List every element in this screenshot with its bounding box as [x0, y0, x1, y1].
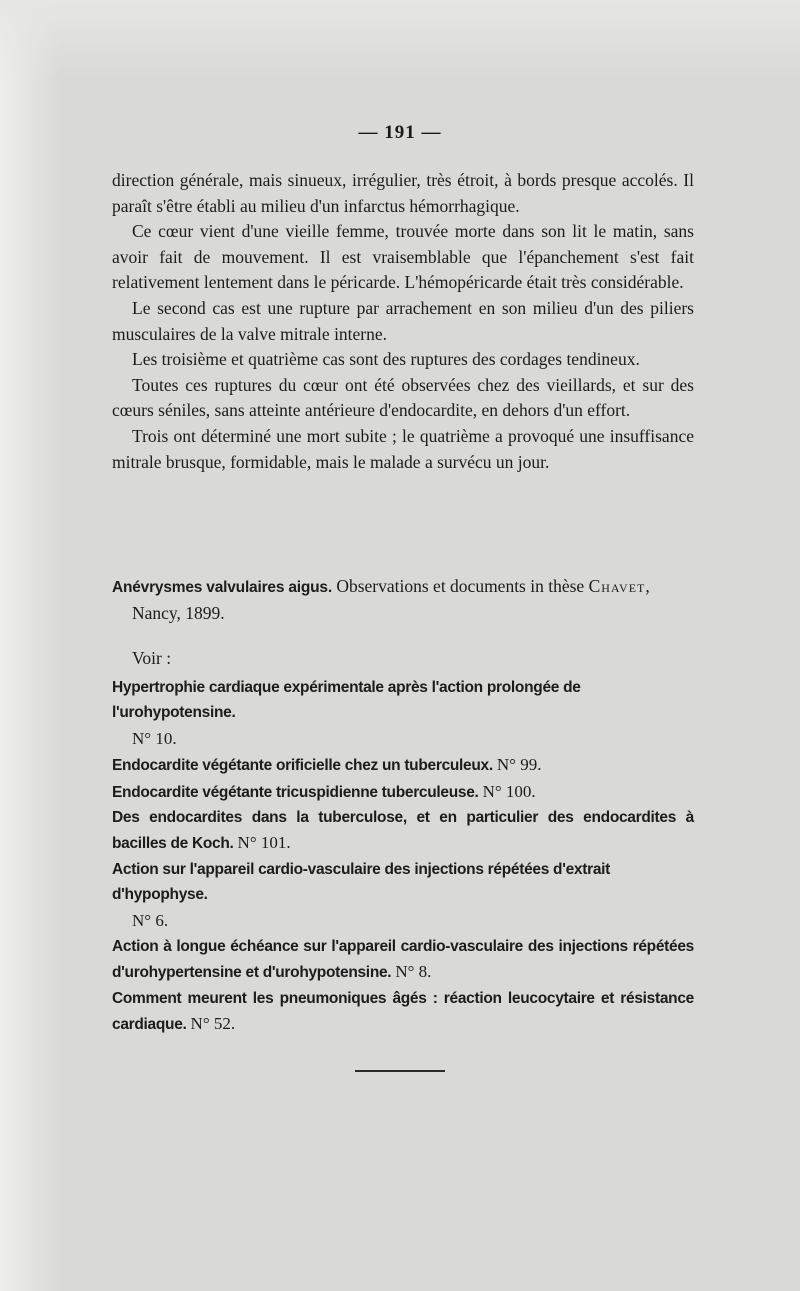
reference-list — [112, 675, 694, 1038]
page-top-shade — [0, 0, 800, 80]
reference-title: Des endocardites dans la tuberculose, et en particulier des endocardites à bacilles de Koch. — [112, 809, 694, 853]
reference-number: N° 8. — [395, 962, 432, 982]
author-name: Chavet — [588, 576, 646, 596]
reference-title: Comment meurent les pneumoniques âgés : réaction leucocytaire et résistance cardiaque. — [112, 989, 694, 1034]
page-number: — 191 — — [358, 122, 442, 143]
reference-number: N° 52. — [190, 1014, 236, 1034]
reference-item — [112, 986, 694, 1038]
reference-title: Endocardite végétante orificielle chez un tuberculeux. — [112, 757, 493, 775]
reference-number: N° 100. — [482, 781, 536, 801]
bibliography-entry — [112, 574, 694, 626]
paragraph: Ce cœur vient d'une vieille femme, trouvée morte dans son lit le matin, sans avoir fait de mouvement. Il est vraisemblable que l'épanchement s'est fait relativement lentement dans le péricarde. L'hémopéricarde était très considérable. — [112, 221, 694, 293]
place-year: Nancy, 1899. — [132, 602, 225, 623]
reference-item — [112, 752, 694, 778]
reference-item — [112, 857, 694, 934]
paragraph: Les troisième et quatrième cas sont des ruptures des cordages tendineux. — [132, 349, 640, 370]
reference-title: Hypertrophie cardiaque expérimentale après l'action prolongée de l'urohypotensine. — [112, 679, 581, 722]
reference-item — [112, 934, 694, 986]
section-text: Observations et documents in thèse — [331, 576, 589, 596]
voir-label: Voir : — [132, 648, 172, 668]
author-suffix: , — [645, 576, 650, 596]
page-edge-shade — [0, 0, 60, 1291]
closing-rule — [355, 1070, 445, 1072]
reference-title: Action sur l'appareil cardio-vasculaire des injections répétées d'extrait d'hypophyse. — [112, 860, 611, 904]
reference-number: N° 10. — [132, 728, 177, 748]
reference-title: Endocardite végétante tricuspidienne tuberculeuse. — [112, 783, 479, 801]
reference-number: N° 6. — [132, 910, 169, 930]
paragraph: direction générale, mais sinueux, irrégulier, très étroit, à bords presque accolés. Il paraît s'être établi au milieu d'un infarctus hémorrhagique. — [112, 170, 694, 216]
reference-item — [112, 779, 694, 805]
reference-number: N° 101. — [237, 833, 291, 853]
paragraph: Trois ont déterminé une mort subite ; le quatrième a provoqué une insuffisance mitrale brusque, formidable, mais le malade a survécu un jour. — [112, 425, 694, 472]
reference-number: N° 99. — [496, 755, 542, 775]
reference-item — [112, 805, 694, 857]
reference-item — [112, 675, 694, 752]
paragraph: Le second cas est une rupture par arrachement en son milieu d'un des piliers musculaires de la valve mitrale interne. — [112, 297, 694, 344]
paragraph: Toutes ces ruptures du cœur ont été observées chez des vieillards, et sur des cœurs séniles, sans atteinte antérieure d'endocardite, en dehors d'un effort. — [112, 374, 694, 421]
reference-title: Action à longue échéance sur l'appareil cardio-vasculaire des injections répétées d'urohypertensine et d'urohypotensine. — [112, 938, 694, 982]
section-heading: Anévrysmes valvulaires aigus. — [112, 579, 332, 596]
body-text — [112, 168, 694, 475]
